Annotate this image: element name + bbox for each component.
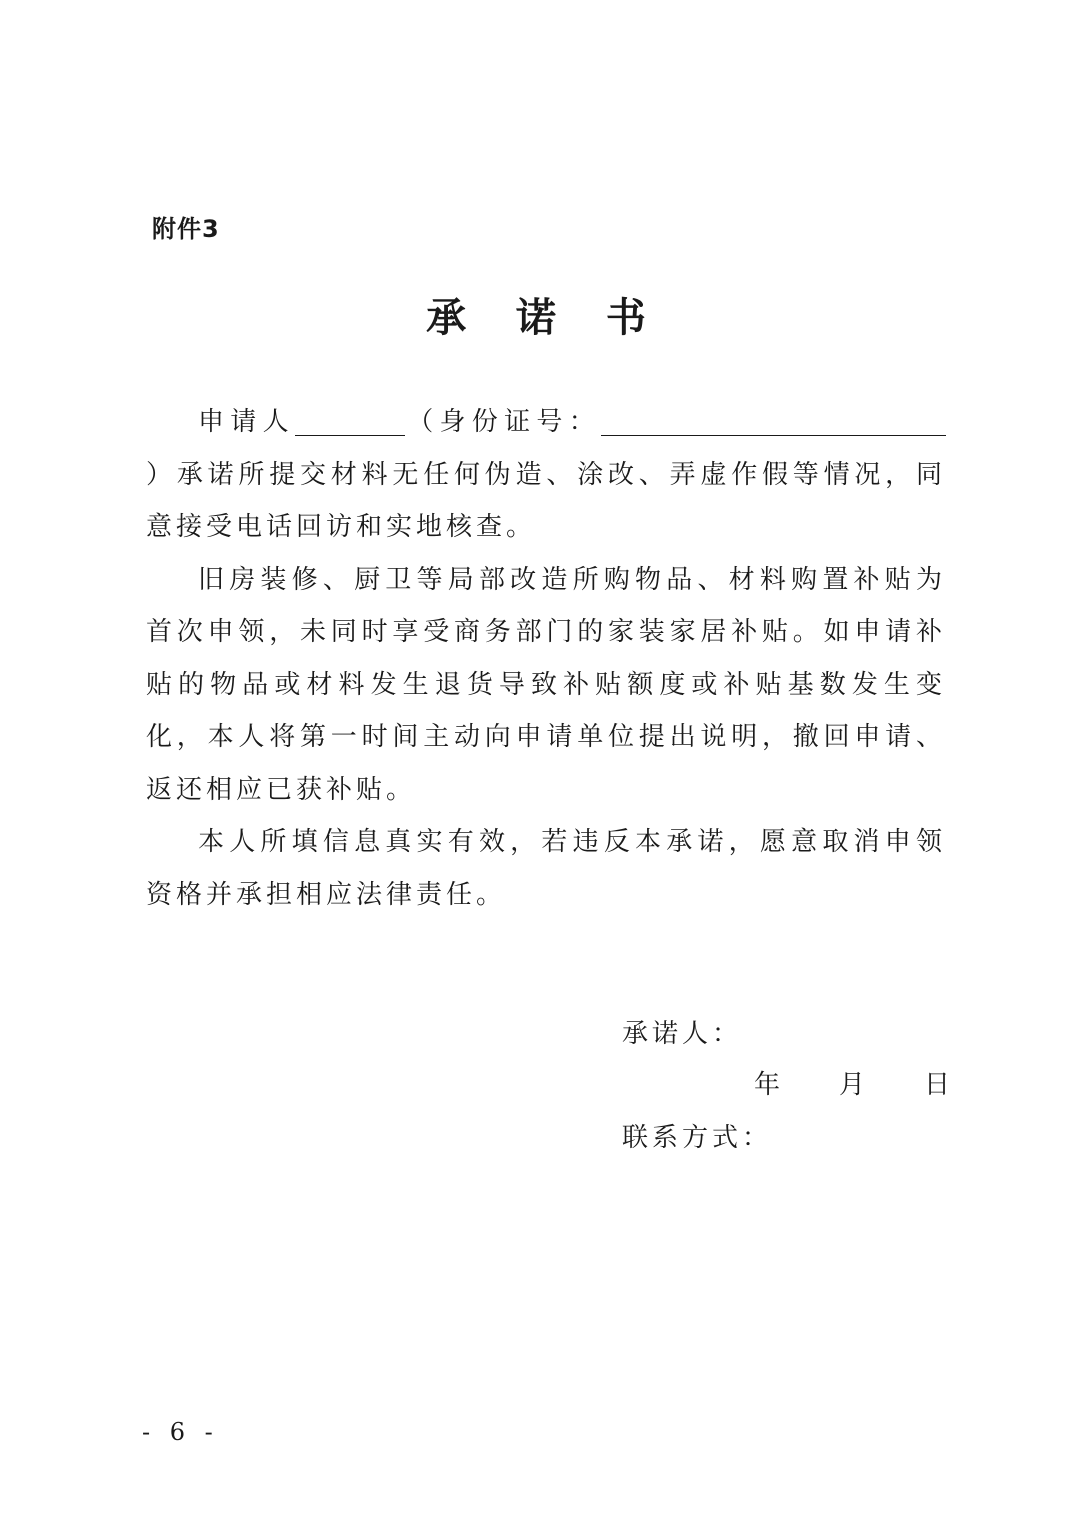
applicant-name-blank xyxy=(295,405,405,436)
id-number-close: ） xyxy=(146,459,177,490)
month-label: 月 xyxy=(838,1070,869,1100)
document-body xyxy=(146,396,946,921)
paragraph-subsidy: 旧房装修、厨卫等局部改造所购物品、材料购置补贴为首次申领，未同时享受商务部门的家装家居补贴。如申请补贴的物品或材料发生退货导致补贴额度或补贴基数发生变化，本人将第一时间主动向申请单位提出说明，撤回申请、返还相应已获补贴。 xyxy=(146,564,946,805)
day-label: 日 xyxy=(923,1070,954,1100)
attachment-label: 附件3 xyxy=(152,215,220,243)
contact-label: 联系方式： xyxy=(622,1123,773,1153)
document-title: 承 诺 书 xyxy=(426,294,664,341)
id-number-blank xyxy=(601,405,946,436)
year-label: 年 xyxy=(754,1070,785,1100)
id-number-label: （身份证号： xyxy=(404,407,601,437)
paragraph-applicant xyxy=(146,396,946,554)
applicant-label: 申请人 xyxy=(198,407,295,437)
paragraph-liability: 本人所填信息真实有效，若违反本承诺，愿意取消申领资格并承担相应法律责任。 xyxy=(146,827,946,910)
commitment-text: 承诺所提交材料无任何伪造、涂改、弄虚作假等情况，同意接受电话回访和实地核查。 xyxy=(146,459,946,542)
date-line xyxy=(754,1064,954,1101)
page-number: - 6 - xyxy=(142,1418,219,1446)
signer-label: 承诺人： xyxy=(622,1019,743,1049)
